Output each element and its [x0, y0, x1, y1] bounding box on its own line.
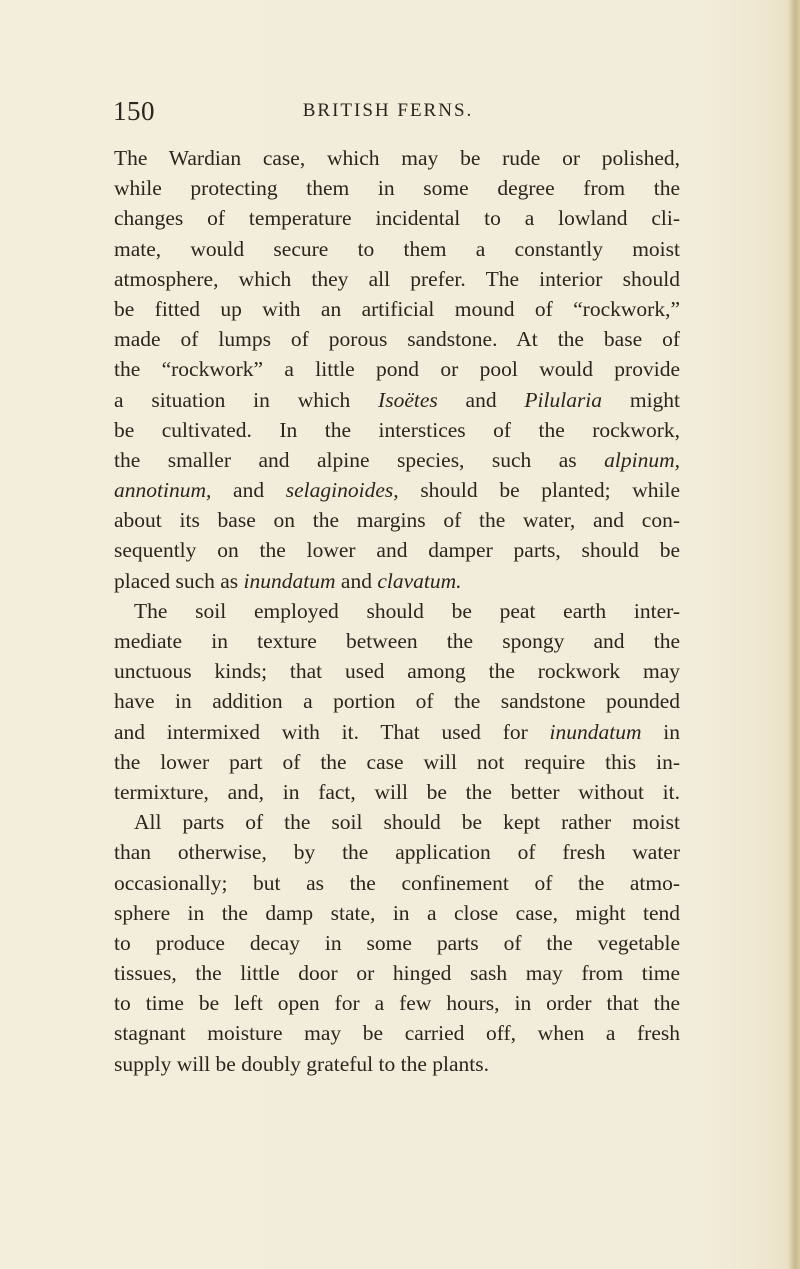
- text-line: [114, 626, 680, 656]
- text-line: [114, 475, 680, 505]
- text-segment: and: [211, 478, 286, 503]
- text-line: [114, 928, 680, 958]
- text-segment: and: [437, 387, 525, 412]
- text-line: [114, 1018, 680, 1048]
- text-segment: occasionally; but as the confinement of the atmo-: [114, 870, 680, 895]
- italic-text: annotinum,: [114, 478, 212, 503]
- text-segment: the smaller and alpine species, such as: [114, 447, 605, 472]
- text-segment: the lower part of the case will not require this in-: [114, 749, 680, 774]
- text-line: [114, 898, 680, 928]
- text-line: [114, 747, 680, 777]
- text-segment: stagnant moisture may be carried off, when a fresh: [114, 1021, 680, 1046]
- text-segment: mediate in texture between the spongy and the: [114, 629, 680, 653]
- text-line: [114, 868, 680, 898]
- text-segment: mate, would secure to them a constantly moist: [114, 236, 680, 261]
- page-edge: [788, 0, 800, 1269]
- italic-text: alpinum,: [604, 447, 680, 472]
- text-segment: sequently on the lower and damper parts, should be: [114, 538, 680, 563]
- text-segment: should be planted; while: [398, 478, 680, 503]
- text-line: [114, 294, 680, 324]
- text-segment: in: [641, 719, 680, 744]
- text-line: [114, 264, 680, 294]
- text-segment: placed such as: [114, 568, 244, 593]
- text-segment: The soil employed should be peat earth inter-: [134, 598, 680, 623]
- italic-text: Isoëtes: [378, 387, 438, 412]
- text-segment: than otherwise, by the application of fresh water: [114, 840, 680, 865]
- text-line: [114, 415, 680, 445]
- text-line: [114, 324, 680, 354]
- text-line: [114, 958, 680, 988]
- text-segment: the “rockwork” a little pond or pool would provide: [114, 357, 680, 382]
- italic-text: clavatum.: [377, 568, 462, 593]
- text-line: [114, 203, 680, 233]
- text-line: [114, 143, 680, 173]
- text-line: [114, 837, 680, 867]
- text-line: [114, 596, 680, 626]
- text-segment: The Wardian case, which may be rude or polished,: [114, 146, 680, 170]
- text-segment: be cultivated. In the interstices of the rockwork,: [114, 417, 680, 442]
- text-line: [114, 1049, 680, 1079]
- text-line: [114, 777, 680, 807]
- text-segment: sphere in the damp state, in a close case, might tend: [114, 900, 680, 925]
- body-text: [114, 143, 680, 1079]
- text-segment: unctuous kinds; that used among the rockwork may: [114, 659, 680, 684]
- text-segment: made of lumps of porous sandstone. At the base of: [114, 327, 680, 352]
- text-segment: and: [335, 568, 378, 593]
- text-line: [114, 445, 680, 475]
- italic-text: inundatum: [243, 568, 336, 593]
- italic-text: selaginoides,: [285, 478, 399, 503]
- italic-text: Pilularia: [524, 387, 603, 412]
- text-segment: tissues, the little door or hinged sash may from time: [114, 961, 680, 986]
- text-segment: changes of temperature incidental to a lowland cli-: [114, 206, 680, 231]
- text-segment: be fitted up with an artificial mound of “rockwork,”: [114, 296, 680, 321]
- text-segment: while protecting them in some degree from the: [114, 176, 680, 201]
- page-header: [113, 96, 693, 136]
- text-line: [114, 686, 680, 716]
- text-segment: All parts of the soil should be kept rather moist: [134, 810, 680, 835]
- text-line: [114, 656, 680, 686]
- text-segment: and intermixed with it. That used for: [114, 719, 550, 744]
- text-segment: termixture, and, in fact, will be the better without it.: [114, 779, 680, 804]
- text-line: [114, 354, 680, 384]
- text-segment: to time be left open for a few hours, in order that the: [114, 991, 680, 1016]
- text-line: [114, 385, 680, 415]
- text-segment: about its base on the margins of the water, and con-: [114, 508, 680, 533]
- text-segment: might: [602, 387, 680, 412]
- text-line: [114, 988, 680, 1018]
- running-head: BRITISH FERNS.: [302, 100, 474, 121]
- text-line: [114, 566, 680, 596]
- text-line: [114, 173, 680, 203]
- text-segment: to produce decay in some parts of the vegetable: [114, 930, 680, 955]
- text-segment: atmosphere, which they all prefer. The interior should: [114, 266, 680, 291]
- text-segment: a situation in which: [114, 387, 379, 412]
- text-line: [114, 505, 680, 535]
- text-line: [114, 717, 680, 747]
- text-line: [114, 234, 680, 264]
- page-number: 150: [113, 96, 155, 126]
- italic-text: inundatum: [549, 719, 642, 744]
- text-segment: supply will be doubly grateful to the plants.: [114, 1051, 490, 1076]
- text-line: [114, 535, 680, 565]
- text-segment: have in addition a portion of the sandstone pounded: [114, 689, 680, 714]
- text-line: [114, 807, 680, 837]
